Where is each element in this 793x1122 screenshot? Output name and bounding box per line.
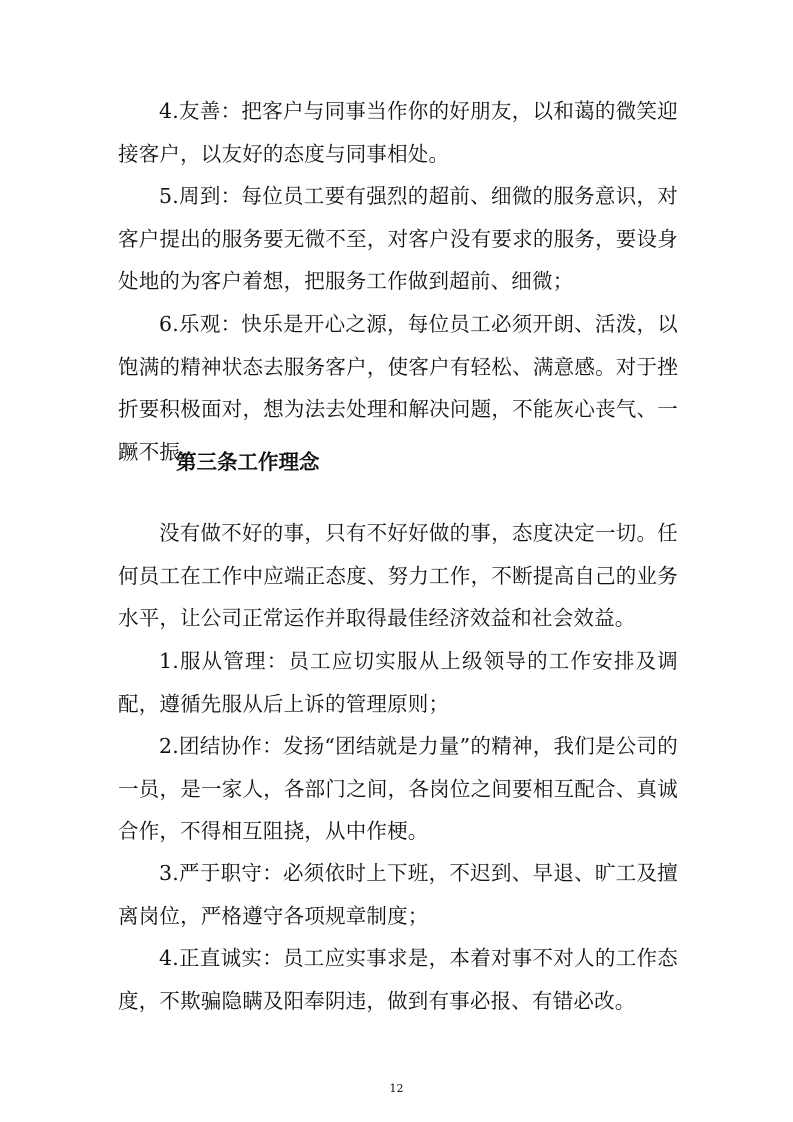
paragraph-work-philosophy: 没有做不好的事，只有不好好做的事，态度决定一切。任何员工在工作中应端正态度、努力工作，不断提高自己的业务水平，让公司正常运作并取得最佳经济效益和社会效益。 [118, 521, 678, 631]
paragraph-friendly: 4.友善：把客户与同事当作你的好朋友，以和蔼的微笑迎接客户，以友好的态度与同事相处。 [118, 99, 678, 166]
page-number: 12 [389, 1082, 404, 1095]
paragraph-duty: 3.严于职守：必须依时上下班，不迟到、早退、旷工及擅离岗位，严格遵守各项规章制度； [118, 861, 678, 928]
section-heading: 第三条工作理念 [176, 450, 320, 474]
paragraph-optimistic: 6.乐观：快乐是开心之源，每位员工必须开朗、活泼，以饱满的精神状态去服务客户，使客户有轻松、满意感。对于挫折要积极面对，想为法去处理和解决问题，不能灰心丧气、一蹶不振。 [118, 312, 678, 464]
paragraph-thoughtful: 5.周到：每位员工要有强烈的超前、细微的服务意识，对客户提出的服务要无微不至，对客户没有要求的服务，要设身处地的为客户着想，把服务工作做到超前、细微； [118, 184, 678, 294]
paragraph-obey-management: 1.服从管理：员工应切实服从上级领导的工作安排及调配，遵循先服从后上诉的管理原则； [118, 649, 678, 716]
paragraph-teamwork: 2.团结协作：发扬“团结就是力量”的精神，我们是公司的一员，是一家人，各部门之间，各岗位之间要相互配合、真诚合作，不得相互阻挠，从中作梗。 [118, 734, 678, 844]
paragraph-honesty: 4.正直诚实：员工应实事求是，本着对事不对人的工作态度，不欺骗隐瞒及阳奉阴违，做到有事必报、有错必改。 [118, 946, 678, 1013]
